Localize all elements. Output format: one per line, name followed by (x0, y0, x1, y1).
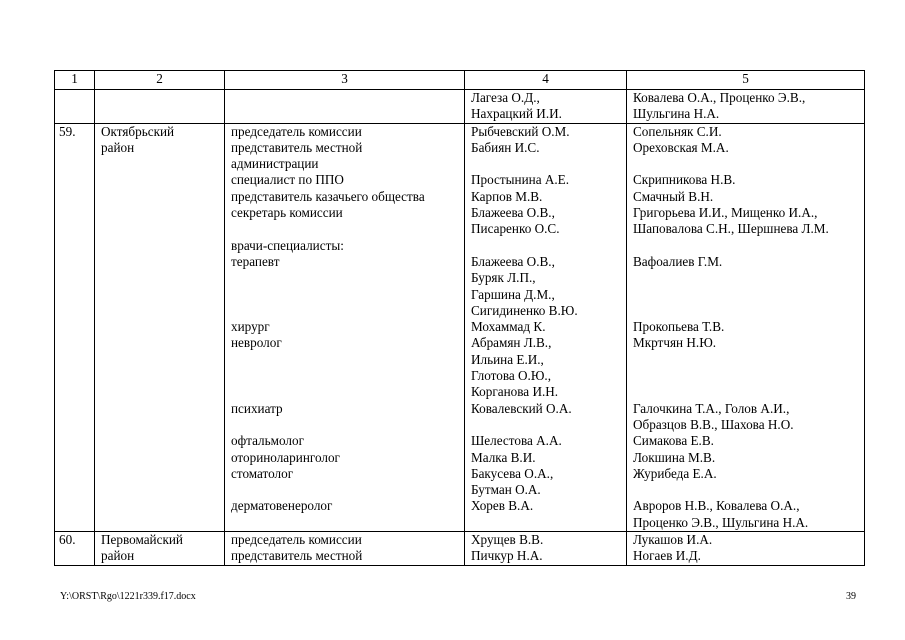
row-number: 60. (55, 532, 95, 566)
cell-line: Корганова И.Н. (471, 384, 559, 400)
cell-line: Ильина Е.И., (471, 351, 544, 367)
cell-line: Шелестова А.А. (471, 433, 562, 449)
cell-line: Симакова Е.В. (633, 433, 714, 449)
cell-line: представитель местной (231, 139, 363, 155)
cell-line: Журибеда Е.А. (633, 465, 717, 481)
cell-line: секретарь комиссии (231, 205, 343, 221)
cell-line: Пичкур Н.А. (471, 548, 543, 564)
blank-line (633, 384, 860, 400)
cell-line: Ногаев И.Д. (633, 548, 701, 564)
blank-line (231, 482, 460, 498)
cell-line: Ковалева О.А., Проценко Э.В., (633, 90, 806, 105)
cell-line: Нахрацкий И.И. (471, 106, 562, 122)
blank-line (471, 238, 622, 254)
cell-line: психиатр (231, 400, 283, 416)
cell-line: оториноларинголог (231, 449, 340, 465)
continuation-reserve-cell (627, 90, 865, 124)
blank-line (231, 352, 460, 368)
cell-line: Рыбчевский О.М. (471, 123, 570, 139)
commission-table (54, 70, 865, 566)
cell-line: Григорьева И.И., Мищенко И.А., (633, 205, 818, 221)
district-cell (95, 532, 225, 566)
cell-line: дерматовенеролог (231, 498, 333, 514)
blank-line (231, 303, 460, 319)
cell-line: представитель казачьего общества (231, 188, 425, 204)
cell-line: Прокопьева Т.В. (633, 319, 725, 335)
cell-line: Ореховская М.А. (633, 139, 729, 155)
cell-line: врачи-специалисты: (231, 237, 344, 253)
blank-line (633, 482, 860, 498)
blank-line (231, 384, 460, 400)
blank-line (471, 156, 622, 172)
cell-line: Скрипникова Н.В. (633, 172, 736, 188)
header-col-4: 4 (465, 71, 627, 90)
cell-line: Мохаммад К. (471, 319, 546, 335)
cell-line: Локшина М.В. (633, 449, 716, 465)
blank-line (231, 270, 460, 286)
cell-line: Буряк Л.П., (471, 270, 536, 286)
cell-line: офтальмолог (231, 433, 304, 449)
cell-line: Образцов В.В., Шахова Н.О. (633, 416, 794, 432)
table-row-59 (55, 123, 865, 531)
header-col-2: 2 (95, 71, 225, 90)
blank-line (633, 156, 860, 172)
cell-line: Проценко Э.В., Шульгина Н.А. (633, 514, 809, 530)
header-row (55, 71, 865, 90)
cell-line: Карпов М.В. (471, 188, 543, 204)
footer-file-path: Y:\ORST\Rgo\1221r339.f17.docx (60, 591, 196, 602)
cell-line: Гаршина Д.М., (471, 286, 555, 302)
blank-line (633, 287, 860, 303)
blank-line (231, 368, 460, 384)
cell-line: Галочкина Т.А., Голов А.И., (633, 400, 790, 416)
blank-line (633, 368, 860, 384)
cell-line: Хорев В.А. (471, 498, 534, 514)
cell-line: Авроров Н.В., Ковалева О.А., (633, 498, 800, 514)
table-row-continuation (55, 90, 865, 124)
cell-line: Смачный В.Н. (633, 188, 714, 204)
header-col-3: 3 (225, 71, 465, 90)
cell-line: Глотова О.Ю., (471, 368, 551, 384)
cell-line: Простынина А.Е. (471, 172, 570, 188)
continuation-num-cell (55, 90, 95, 124)
cell-line: специалист по ППО (231, 172, 344, 188)
cell-line: Первомайский (101, 532, 183, 548)
cell-line: Блажеева О.В., (471, 205, 555, 221)
cell-line: Лукашов И.А. (633, 532, 713, 548)
continuation-role-cell (225, 90, 465, 124)
blank-line (633, 270, 860, 286)
cell-line: Сигидиненко В.Ю. (471, 302, 578, 318)
cell-line: хирург (231, 319, 270, 335)
blank-line (231, 221, 460, 237)
cell-line: Бутман О.А. (471, 482, 541, 498)
cell-line: Шульгина Н.А. (633, 106, 720, 122)
cell-line: председатель комиссии (231, 123, 362, 139)
cell-line: Лагеза О.Д., (471, 90, 540, 105)
cell-line: Ковалевский О.А. (471, 400, 572, 416)
cell-line: Писаренко О.С. (471, 221, 560, 237)
continuation-district-cell (95, 90, 225, 124)
blank-line (231, 287, 460, 303)
blank-line (633, 352, 860, 368)
district-cell (95, 123, 225, 531)
cell-line: район (101, 548, 135, 564)
cell-line: стоматолог (231, 465, 294, 481)
cell-line: Бакусева О.А., (471, 465, 554, 481)
cell-line: Октябрьский (101, 123, 175, 139)
reserve-members-cell (627, 532, 865, 566)
table-row-60 (55, 532, 865, 566)
reserve-members-cell (627, 123, 865, 531)
cell-line: администрации (231, 156, 319, 172)
cell-line: Вафоалиев Г.М. (633, 253, 723, 269)
cell-line: район (101, 139, 135, 155)
footer-page-number: 39 (846, 591, 856, 602)
continuation-members-cell (465, 90, 627, 124)
blank-line (633, 238, 860, 254)
blank-line (633, 303, 860, 319)
members-cell (465, 123, 627, 531)
cell-line: Бабиян И.С. (471, 139, 540, 155)
members-cell (465, 532, 627, 566)
cell-line: Мкртчян Н.Ю. (633, 335, 717, 351)
cell-line: Малка В.И. (471, 449, 536, 465)
cell-line: Абрамян Л.В., (471, 335, 552, 351)
cell-line: председатель комиссии (231, 532, 362, 548)
blank-line (471, 417, 622, 433)
cell-line: Шаповалова С.Н., Шершнева Л.М. (633, 221, 829, 237)
cell-line: Сопельняк С.И. (633, 123, 722, 139)
cell-line: терапевт (231, 253, 280, 269)
header-col-5: 5 (627, 71, 865, 90)
role-cell (225, 532, 465, 566)
cell-line: Блажеева О.В., (471, 253, 555, 269)
header-col-1: 1 (55, 71, 95, 90)
cell-line: невролог (231, 335, 282, 351)
cell-line: Хрущев В.В. (471, 532, 544, 548)
blank-line (231, 417, 460, 433)
cell-line: представитель местной (231, 548, 363, 564)
row-number: 59. (55, 123, 95, 531)
role-cell (225, 123, 465, 531)
